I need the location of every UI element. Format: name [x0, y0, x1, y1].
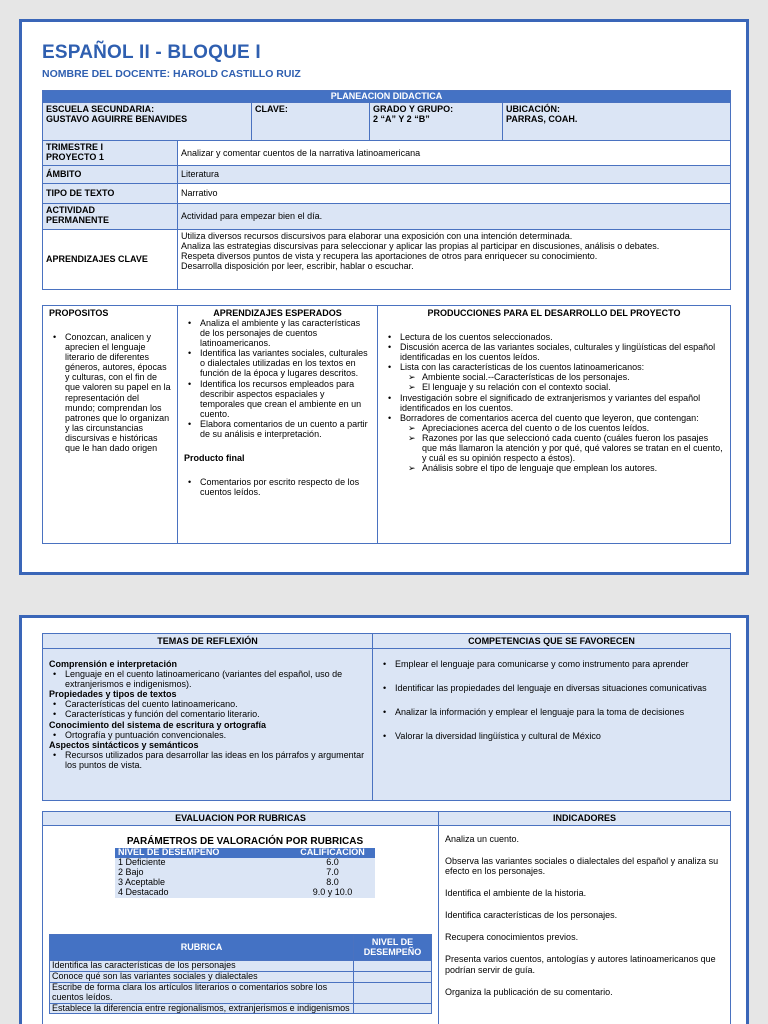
rubrica-nivel-cell[interactable]: [354, 961, 432, 972]
aprendizaje-item: • Identifica las variantes sociales, culturales o dialectales utilizadas en los textos en función de la época y lugares descritos.: [184, 348, 371, 378]
document-title: ESPAÑOL II - BLOQUE I: [42, 42, 261, 63]
tema-group-title: Comprensión e interpretación: [49, 659, 178, 670]
rubrica-row: Escribe de forma clara los artículos literarios o comentarios sobre los cuentos leídos.: [50, 982, 354, 1003]
competencias-header: COMPETENCIAS QUE SE FAVORECEN: [373, 634, 731, 649]
params-col-calif: CALIFICACION: [300, 847, 365, 858]
indicador-item: Identifica el ambiente de la historia.: [445, 888, 587, 899]
param-nivel: 4 Destacado: [118, 886, 169, 897]
params-table: [115, 848, 375, 897]
temas-header: TEMAS DE REFLEXIÓN: [43, 634, 373, 649]
ubicacion-cell: UBICACIÓN: PARRAS, COAH.: [503, 103, 731, 141]
param-nivel: 2 Bajo: [118, 866, 144, 877]
ambito-value: Literatura: [178, 166, 731, 184]
nivel-header: NIVEL DE DESEMPEÑO: [354, 935, 432, 961]
evaluacion-table: [42, 811, 731, 1024]
tema-item: • Características y función del comentario literario.: [49, 709, 366, 719]
tema-group-title: Aspectos sintácticos y semánticos: [49, 739, 199, 750]
params-col-nivel: NIVEL DE DESEMPEÑO: [118, 847, 220, 858]
aprendizajes-clave-label: APRENDIZAJES CLAVE: [43, 230, 178, 290]
temas-competencias-table: [42, 633, 731, 801]
aprendizaje-item: • Identifica los recursos empleados para describir aspectos espaciales y temporales que crean el ambiente en un cuento.: [184, 379, 371, 419]
produccion-item: • Lectura de los cuentos seleccionados.: [384, 332, 724, 342]
produccion-item: • Discusión acerca de las variantes sociales, culturales y lingüísticas del español identificadas en los cuentos leídos.: [384, 342, 724, 362]
indicadores-header: INDICADORES: [439, 812, 731, 826]
aprendizaje-item: • Elabora comentarios de un cuento a partir de su análisis e interpretación.: [184, 419, 371, 439]
produccion-subitem: ➢ Ambiente social.--Características de los personajes.: [384, 372, 724, 382]
teacher-name: NOMBRE DEL DOCENTE: HAROLD CASTILLO RUIZ: [42, 68, 301, 80]
producto-final-label: Producto final: [184, 453, 245, 464]
propositos-table: [42, 305, 731, 544]
clave-cell: CLAVE:: [252, 103, 370, 141]
tema-group-title: Conocimiento del sistema de escritura y ortografía: [49, 719, 267, 730]
aprendizajes-esperados-cell: [178, 306, 378, 544]
rubrica-header: RUBRICA: [50, 935, 354, 961]
evaluacion-header: EVALUACION POR RUBRICAS: [43, 812, 439, 826]
escuela-cell: ESCUELA SECUNDARIA: GUSTAVO AGUIRRE BENAVIDES: [43, 103, 252, 141]
actividad-label: ACTIVIDAD PERMANENTE: [43, 204, 178, 230]
rubrica-nivel-cell[interactable]: [354, 982, 432, 1003]
params-title: PARÁMETROS DE VALORACIÓN POR RUBRICAS: [126, 836, 364, 847]
ambito-label: ÁMBITO: [43, 166, 178, 184]
producto-item: • Comentarios por escrito respecto de los cuentos leídos.: [184, 477, 371, 497]
tipo-texto-label: TIPO DE TEXTO: [43, 184, 178, 204]
aprendizajes-clave-value: Utiliza diversos recursos discursivos para elaborar una exposición con una intención determinada. Analiza las estrategias discursivas para seleccionar y aplicar las propias al participar en discusiones, análisis o debates. Respeta diversos puntos de vista y recupera las aportaciones de otros para enriquecer su conocimiento. Desarrolla disposición por leer, escribir, hablar o escuchar.: [178, 230, 731, 290]
competencia-item: • Analizar la información y emplear el lenguaje para la toma de decisiones: [379, 707, 724, 717]
param-calif: 6.0: [326, 857, 339, 868]
trimestre-label: TRIMESTRE I PROYECTO 1: [43, 141, 178, 166]
indicador-item: Organiza la publicación de su comentario.: [445, 986, 613, 997]
param-nivel: 3 Aceptable: [118, 876, 166, 887]
aprendizaje-item: • Analiza el ambiente y las características de los personajes de cuentos latinoamericanos.: [184, 318, 371, 348]
indicador-item: Presenta varios cuentos, antologías y autores latinoamericanos que podrían servir de guía.: [445, 954, 716, 975]
tema-item: • Ortografía y puntuación convencionales.: [49, 730, 366, 740]
proposito-item: • Conozcan, analicen y aprecien el lenguaje literario de diferentes géneros, autores, épocas y culturas, con el fin de que valoren su papel en la representación del mundo; comprendan los patrones que lo organizan y las circunstancias discursivas e históricas que le han dado origen: [49, 332, 171, 453]
competencia-item: • Valorar la diversidad lingüística y cultural de México: [379, 731, 724, 741]
indicador-item: Observa las variantes sociales o dialectales del español y analiza su efecto en los personajes.: [445, 856, 719, 877]
indicador-item: Analiza un cuento.: [445, 834, 520, 844]
produccion-subitem: ➢ Razones por las que seleccionó cada cuento (cuáles fueron los pasajes que más llamaron la atención y por qué, qué valores se tratan en el cuento, y cuál es su opinión respecto a éstos).: [384, 433, 724, 463]
tema-group-title: Propiedades y tipos de textos: [49, 689, 177, 700]
competencia-item: • Emplear el lenguaje para comunicarse y como instrumento para aprender: [379, 659, 724, 669]
aprendizajes-esperados-header: APRENDIZAJES ESPERADOS: [213, 308, 342, 318]
grado-cell: GRADO Y GRUPO: 2 “A” Y 2 “B”: [370, 103, 503, 141]
produccion-subitem: ➢ El lenguaje y su relación con el contexto social.: [384, 382, 724, 392]
rubrica-row: Establece la diferencia entre regionalismos, extranjerismos e indigenismos: [50, 1003, 354, 1014]
page-1: [19, 19, 749, 575]
param-calif: 7.0: [326, 866, 339, 877]
planeacion-table: [42, 90, 731, 290]
temas-cell: [43, 649, 373, 801]
propositos-cell: [43, 306, 178, 544]
tema-item: • Recursos utilizados para desarrollar las ideas en los párrafos y argumentar los puntos de vista.: [49, 750, 366, 770]
rubrica-row: Identifica las características de los personajes: [50, 961, 354, 972]
param-calif: 8.0: [326, 876, 339, 887]
trimestre-value: Analizar y comentar cuentos de la narrativa latinoamericana: [178, 141, 731, 166]
param-nivel: 1 Deficiente: [118, 857, 166, 868]
produccion-subitem: ➢ Análisis sobre el tipo de lenguaje que emplean los autores.: [384, 463, 724, 473]
indicadores-cell: [439, 826, 731, 1024]
tema-item: • Características del cuento latinoamericano.: [49, 699, 366, 709]
produccion-item: • Investigación sobre el significado de extranjerismos y variantes del español identificados en los cuentos.: [384, 393, 724, 413]
planeacion-header: PLANEACION DIDACTICA: [43, 91, 731, 103]
evaluacion-cell: [43, 826, 439, 1024]
indicador-item: Recupera conocimientos previos.: [445, 932, 579, 943]
rubrica-table: [49, 934, 432, 1014]
competencia-item: • Identificar las propiedades del lenguaje en diversas situaciones comunicativas: [379, 683, 724, 693]
tema-item: • Lenguaje en el cuento latinoamericano (variantes del español, uso de extranjerismos e indigenismos).: [49, 669, 366, 689]
rubrica-row: Conoce qué son las variantes sociales y dialectales: [50, 971, 354, 982]
produccion-item: • Lista con las características de los cuentos latinoamericanos:: [384, 362, 724, 372]
competencias-cell: [373, 649, 731, 801]
producciones-header: PRODUCCIONES PARA EL DESARROLLO DEL PROYECTO: [427, 308, 681, 318]
param-calif: 9.0 y 10.0: [312, 886, 353, 897]
actividad-value: Actividad para empezar bien el día.: [178, 204, 731, 230]
produccion-subitem: ➢ Apreciaciones acerca del cuento o de los cuentos leídos.: [384, 423, 724, 433]
tipo-texto-value: Narrativo: [178, 184, 731, 204]
produccion-item: • Borradores de comentarios acerca del cuento que leyeron, que contengan:: [384, 413, 724, 423]
rubrica-nivel-cell[interactable]: [354, 971, 432, 982]
rubrica-nivel-cell[interactable]: [354, 1003, 432, 1014]
indicador-item: Identifica características de los personajes.: [445, 910, 618, 921]
propositos-header: PROPOSITOS: [49, 308, 109, 318]
producciones-cell: [378, 306, 731, 544]
page-2: [19, 615, 749, 1024]
